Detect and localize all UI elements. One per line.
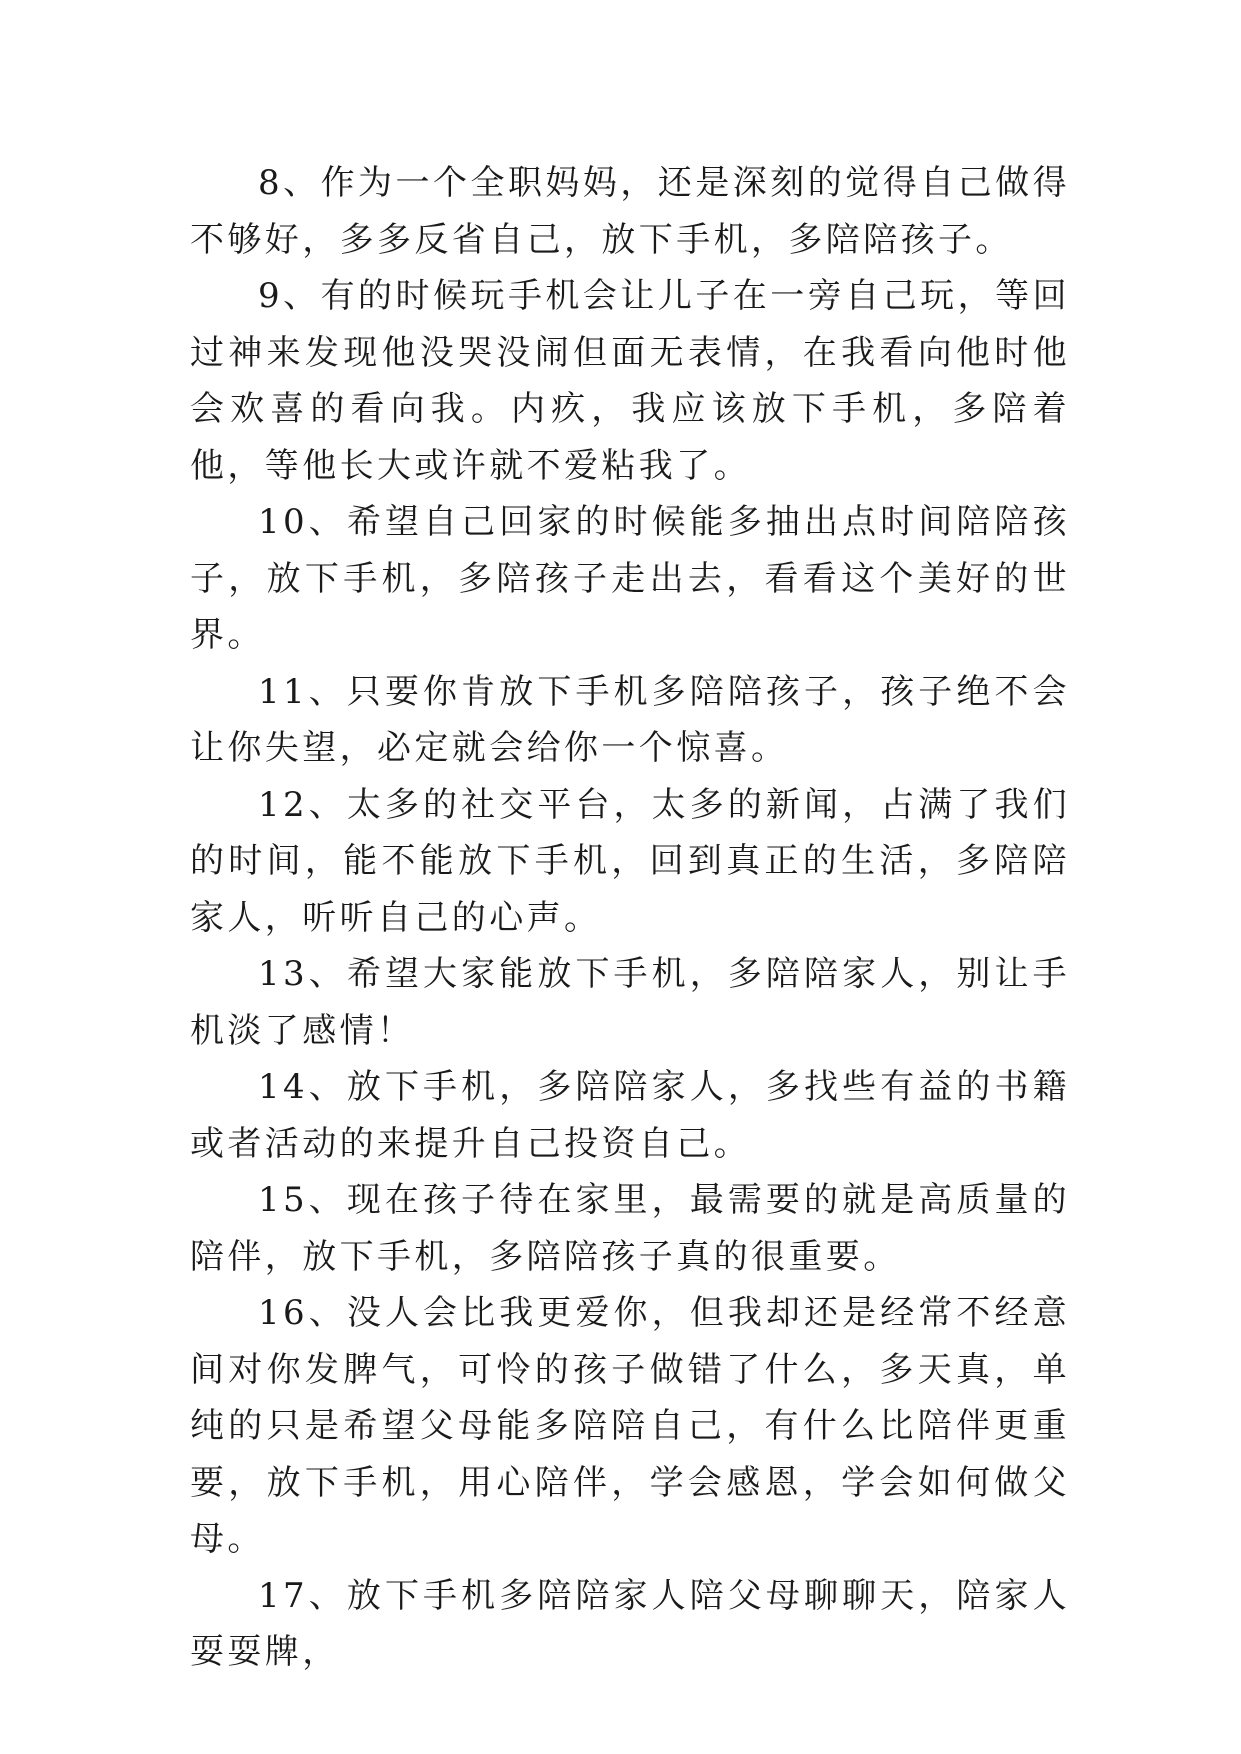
paragraph-11: 11、只要你肯放下手机多陪陪孩子，孩子绝不会让你失望，必定就会给你一个惊喜。	[190, 671, 1070, 768]
paragraph-15: 15、现在孩子待在家里，最需要的就是高质量的陪伴，放下手机，多陪陪孩子真的很重要。	[190, 1180, 1070, 1277]
paragraph-9: 9、有的时候玩手机会让儿子在一旁自己玩，等回过神来发现他没哭没闹但面无表情，在我看向他时他会欢喜的看向我。内疚，我应该放下手机，多陪着他，等他长大或许就不爱粘我了。	[190, 276, 1070, 486]
paragraph-12: 12、太多的社交平台，太多的新闻，占满了我们的时间，能不能放下手机，回到真正的生活，多陪陪家人，听听自己的心声。	[190, 784, 1070, 938]
paragraph-16: 16、没人会比我更爱你，但我却还是经常不经意间对你发脾气，可怜的孩子做错了什么，多天真，单纯的只是希望父母能多陪陪自己，有什么比陪伴更重要，放下手机，用心陪伴，学会感恩，学会如何做父母。	[190, 1293, 1070, 1559]
paragraph-17: 17、放下手机多陪陪家人陪父母聊聊天，陪家人耍耍牌，	[190, 1575, 1070, 1672]
document-body	[190, 155, 1070, 1681]
paragraph-10: 10、希望自己回家的时候能多抽出点时间陪陪孩子，放下手机，多陪孩子走出去，看看这个美好的世界。	[190, 502, 1070, 655]
paragraph-13: 13、希望大家能放下手机，多陪陪家人，别让手机淡了感情！	[190, 954, 1070, 1051]
paragraph-8: 8、作为一个全职妈妈，还是深刻的觉得自己做得不够好，多多反省自己，放下手机，多陪陪孩子。	[190, 163, 1070, 260]
paragraph-14: 14、放下手机，多陪陪家人，多找些有益的书籍或者活动的来提升自己投资自己。	[190, 1067, 1070, 1164]
